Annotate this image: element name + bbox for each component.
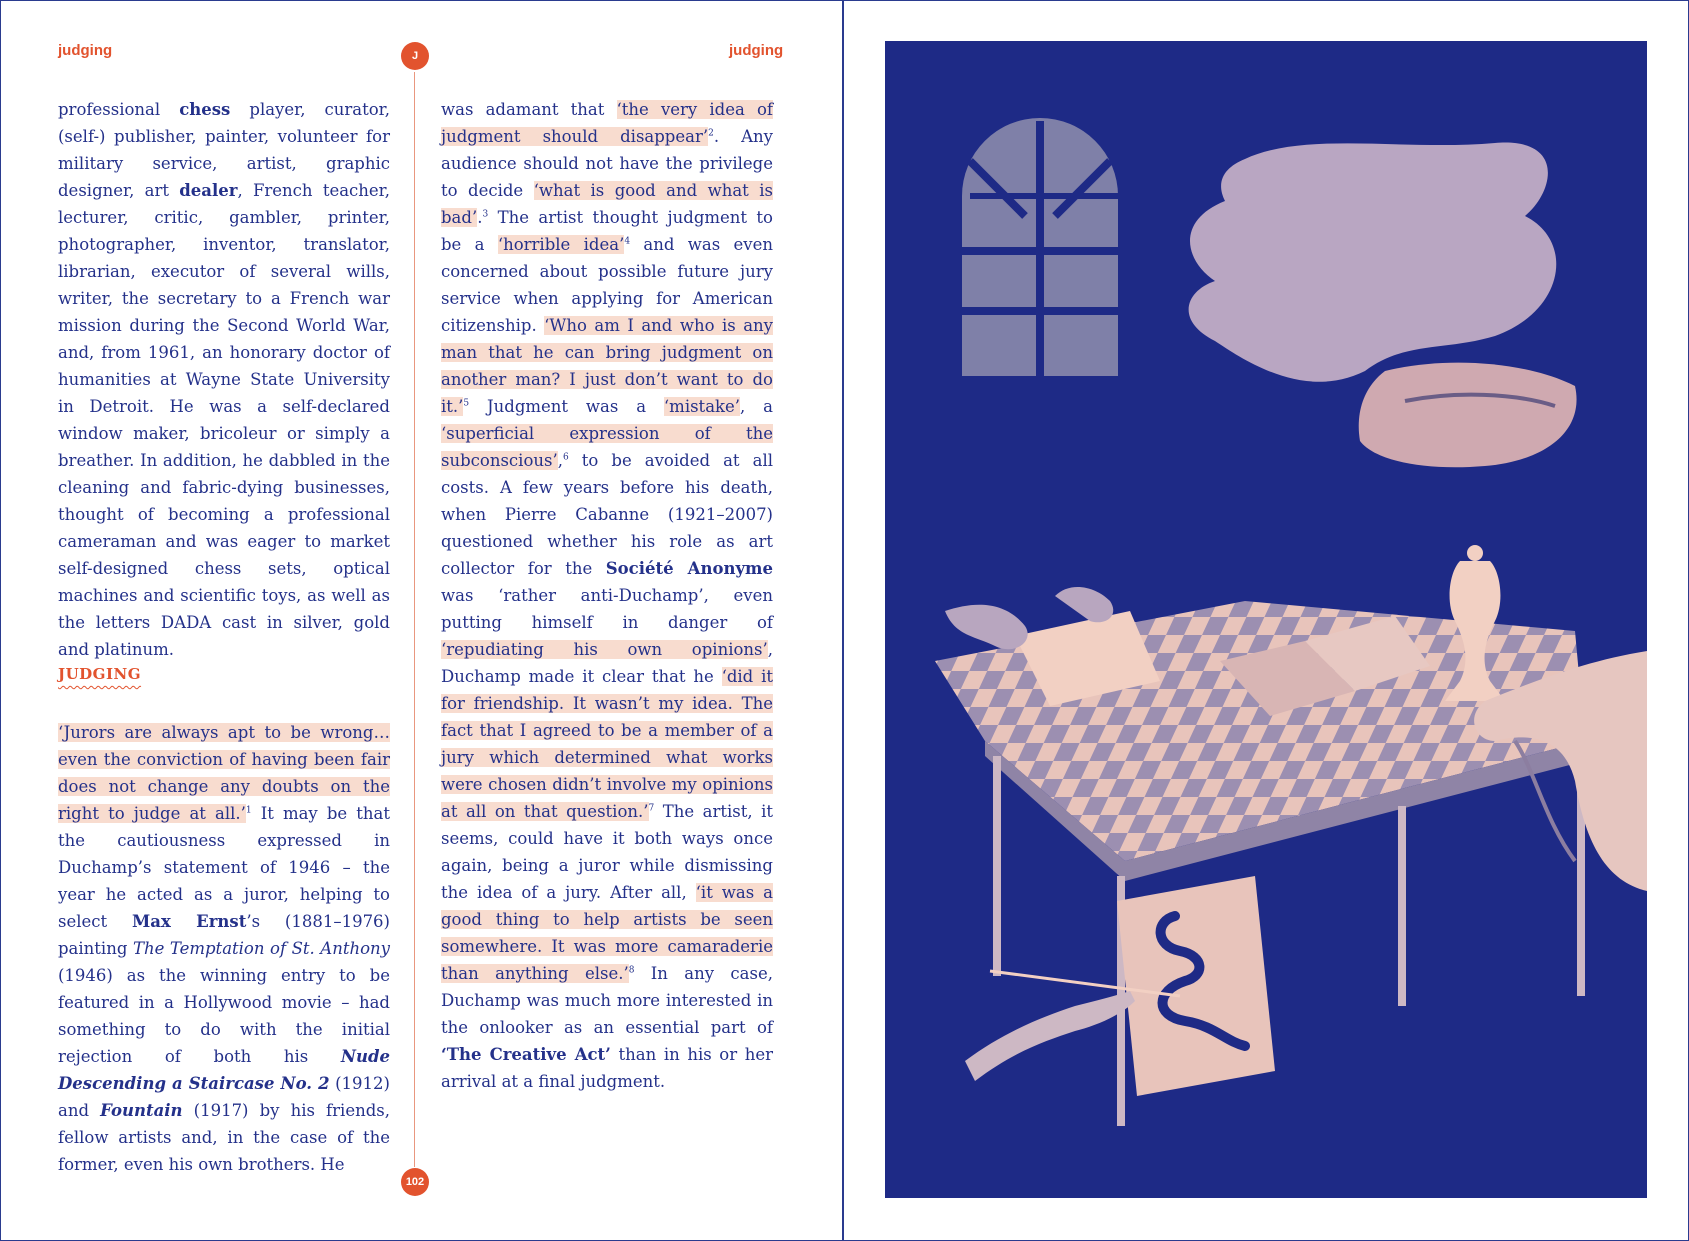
collage-illustration [885,41,1647,1198]
footnote-ref: 5 [463,398,470,409]
window-icon [962,118,1118,376]
quote-highlight: ‘what is good and what is bad’ [441,181,773,227]
quote-highlight: ‘mistake’ [663,397,741,416]
paragraph-judging-continued: was adamant that ‘the very idea of judgment should disappear’$^2$. Any audience should not have the privilege to decide ‘what is good and what is bad’.$^3$ The artist thought judgment to be a ‘horrible idea’$^4$ and was even concerned about possible future jury service when applying for American citizenship. ‘Who am I and who is any man that he can bring judgment on another man? I just don’t want to do it.’$^5$ Judgment was a ‘mistake’, a ‘superficial expression of the subconscious’,$^6$ to be avoided at all costs. A few years before his death, when Pierre Cabanne (1921–2007) questioned whether his role as art collector for the Société Anonyme was ‘rather anti-Duchamp’, even putting himself in danger of ‘repudiating his own opinions’, Duchamp made it clear that he ‘did it for friendship. It wasn’t my idea. The fact that I agreed to be a member of a jury which determined what works were chosen didn’t involve my opinions at all on that question.’$^7$ The artist, it seems, could have it both ways once again, being a juror while dismissing the idea of a jury. After all, ‘it was a good thing to help artists be seen somewhere. It was more camaraderie than anything else.’$^8$ In any case, Duchamp was much more interested in the onlooker as an essential part of ‘The Creative Act’ than in his or her arrival at a final judgment. [441,100,773,1091]
collage-illustration-svg [885,41,1647,1198]
spine [842,0,844,1241]
footnote-ref: 3 [482,209,489,220]
running-head-left: judging [58,42,113,59]
paragraph-judging-intro: ‘Jurors are always apt to be wrong…even the conviction of having been fair does not change any doubts on the right to judge at all.’$^1$ It may be that the cautiousness expressed in Duchamp’s statement of 1946 – the year he acted as a juror, helping to select Max Ernst’s (1881–1976) painting The Temptation of St. Anthony (1946) as the winning entry to be featured in a Hollywood movie – had something to do with the initial rejection of both his Nude Descending a Staircase No. 2 (1912) and Fountain (1917) by his friends, fellow artists and, in the case of the former, even his own brothers. He [58,723,390,1174]
keyword-chess: chess [179,100,231,119]
keyword-dealer: dealer [179,181,238,200]
quote-highlight: ‘superficial expression of the subconscious’ [441,424,773,470]
section-letter-badge: J [401,42,429,70]
keyword-creative-act: ‘The Creative Act’ [441,1045,611,1064]
column-2 [441,96,773,1095]
cloud-mouth-icon [1189,143,1577,468]
column-rule [414,72,415,1167]
quote-highlight: ‘Jurors are always apt to be wrong…even the conviction of having been fair does not change any doubts on the right to judge at all.’ [58,723,390,823]
quote-highlight: ‘it was a good thing to help artists be seen somewhere. It was more camaraderie than anything else.’ [441,883,773,983]
artwork-title-bold: Fountain [100,1101,183,1120]
keyword-societe-anonyme: Société Anonyme [605,559,773,578]
footnote-ref: 4 [624,236,631,247]
footnote-ref: 2 [708,128,714,139]
section-heading: JUDGING [58,665,142,683]
quote-highlight: ‘the very idea of judgment should disappear’ [441,100,773,146]
quote-highlight: ‘did it for friendship. It wasn’t my idea. The fact that I agreed to be a member of a jury which determined what works were chosen didn’t involve my opinions at all on that question.’ [441,667,773,821]
footnote-ref: 1 [245,805,252,816]
footnote-ref: 7 [648,803,655,814]
footnote-ref: 8 [628,965,635,976]
artwork-title-bold: Nude Descending a Staircase No. 2 [58,1047,390,1093]
quote-highlight: ‘repudiating his own opinions’ [441,640,768,659]
footnote-ref: 6 [562,452,569,463]
quote-highlight: ‘horrible idea’ [497,235,625,254]
artwork-title: The Temptation of St. Anthony [132,939,390,958]
page-number-badge: 102 [401,1168,429,1196]
column-1-top [58,96,390,663]
keyword-max-ernst: Max Ernst [132,912,247,931]
paragraph-biography: professional chess player, curator, (self-) publisher, painter, volunteer for military service, artist, graphic designer, art dealer, French teacher, lecturer, critic, gambler, printer, photographer, inventor, translator, librarian, executor of several wills, writer, the secretary to a French war mission during the Second World War, and, from 1961, an honorary doctor of humanities at Wayne State University in Detroit. He was a self-declared window maker, bricoleur or simply a breather. In addition, he dabbled in the cleaning and fabric-dying businesses, thought of becoming a professional cameraman and was eager to market self-designed chess sets, optical machines and scientific toys, as well as the letters DADA cast in silver, gold and platinum. [58,100,390,659]
quote-highlight: ‘Who am I and who is any man that he can bring judgment on another man? I just don’t want to do it.’ [441,316,773,416]
running-head-right: judging [729,42,784,59]
column-1-bottom [58,719,390,1178]
